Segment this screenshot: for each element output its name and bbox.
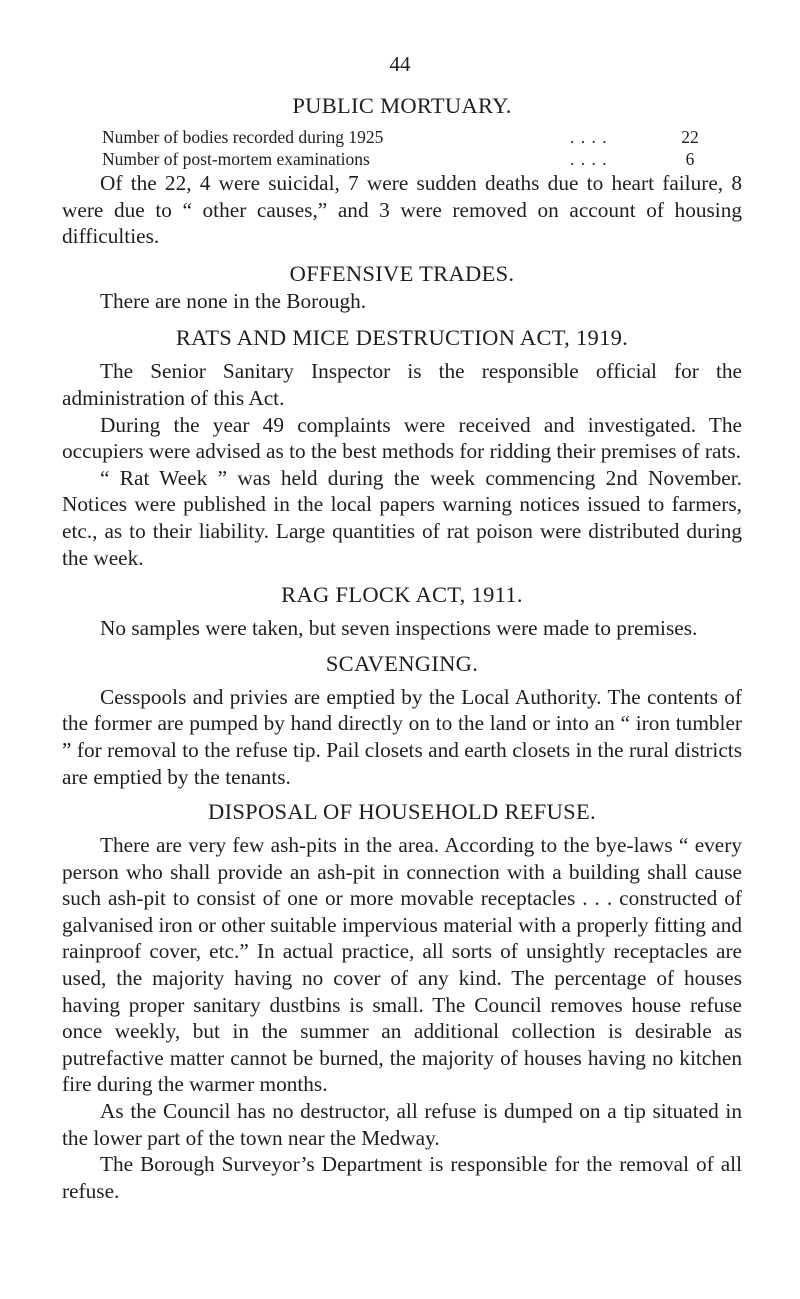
heading-scavenging: SCAVENGING. bbox=[325, 650, 479, 676]
heading-public-mortuary: PUBLIC MORTUARY. bbox=[292, 93, 512, 118]
section-rats-and-mice bbox=[62, 324, 742, 571]
heading-offensive-trades: OFFENSIVE TRADES. bbox=[289, 260, 515, 286]
stat-label: Number of bodies recorded during 1925 bbox=[102, 127, 384, 147]
heading-rats-and-mice: RATS AND MICE DESTRUCTION ACT, 1919. bbox=[175, 325, 629, 351]
heading-rag-flock: RAG FLOCK ACT, 1911. bbox=[281, 582, 523, 608]
paragraph-refuse-ash-pits: There are very few ash-pits in the area. According to the bye-laws “ every person who shall provide an ash-pit in connection with a building shall cause such ash-pit to consist of one or more movable receptacles . . . constructed of galvanised iron or other suitable impervious material with a properly fitting and rainproof cover, etc.” In actual practice, all sorts of unsightly receptacles are used, the majority having no cover of any kind. The percentage of houses having proper sanitary dustbins is small. The Council removes house refuse once weekly, but in the summer an additional collection is desirable as putrefactive matter cannot be burned, the majority of houses having no kitchen fire during the warmer months. bbox=[62, 833, 742, 1097]
section-offensive-trades bbox=[62, 260, 742, 315]
stat-row-bodies-recorded bbox=[62, 126, 742, 148]
paragraph-rats-responsible-official: The Senior Sanitary Inspector is the responsible official for the administration of this Act. bbox=[62, 359, 742, 410]
page-content bbox=[62, 92, 742, 1204]
paragraph-refuse-tip: As the Council has no destructor, all refuse is dumped on a tip situated in the lower part of the town near the Medway. bbox=[62, 1099, 742, 1150]
paragraph-rag-flock: No samples were taken, but seven inspections were made to premises. bbox=[100, 616, 698, 641]
stat-value: 6 bbox=[685, 149, 695, 169]
stat-row-post-mortem bbox=[62, 148, 742, 170]
paragraph-rats-complaints: During the year 49 complaints were received and investigated. The occupiers were advised as to the best methods for ridding their premises of rats. bbox=[62, 412, 742, 464]
stat-label: Number of post-mortem examinations bbox=[102, 149, 370, 169]
paragraph-offensive-trades: There are none in the Borough. bbox=[100, 288, 367, 313]
section-household-refuse bbox=[62, 798, 742, 1204]
paragraph-rat-week: “ Rat Week ” was held during the week commencing 2nd November. Notices were published in the local papers warning notices issued to farmers, etc., as to their liability. Large quantities of rat poison were distributed during the week. bbox=[62, 465, 742, 570]
page-number: 44 bbox=[389, 52, 411, 76]
heading-household-refuse: DISPOSAL OF HOUSEHOLD REFUSE. bbox=[208, 799, 596, 825]
section-rag-flock bbox=[62, 581, 742, 642]
paragraph-scavenging: Cesspools and privies are emptied by the Local Authority. The contents of the former are pumped by hand directly on to the land or into an “ iron tumbler ” for removal to the refuse tip. Pail closets and earth closets in the rural districts are emptied by the tenants. bbox=[62, 684, 742, 789]
section-scavenging bbox=[62, 650, 742, 790]
paragraph-mortuary-details: Of the 22, 4 were suicidal, 7 were sudden deaths due to heart failure, 8 were due to “ other causes,” and 3 were removed on account of housing difficulties. bbox=[62, 171, 742, 249]
stat-leader-dots: . . . . bbox=[570, 149, 608, 169]
stat-leader-dots: . . . . bbox=[570, 127, 608, 147]
paragraph-refuse-surveyor: The Borough Surveyor’s Department is responsible for the removal of all refuse. bbox=[62, 1152, 742, 1203]
stat-value: 22 bbox=[681, 127, 699, 147]
section-public-mortuary bbox=[62, 92, 742, 250]
